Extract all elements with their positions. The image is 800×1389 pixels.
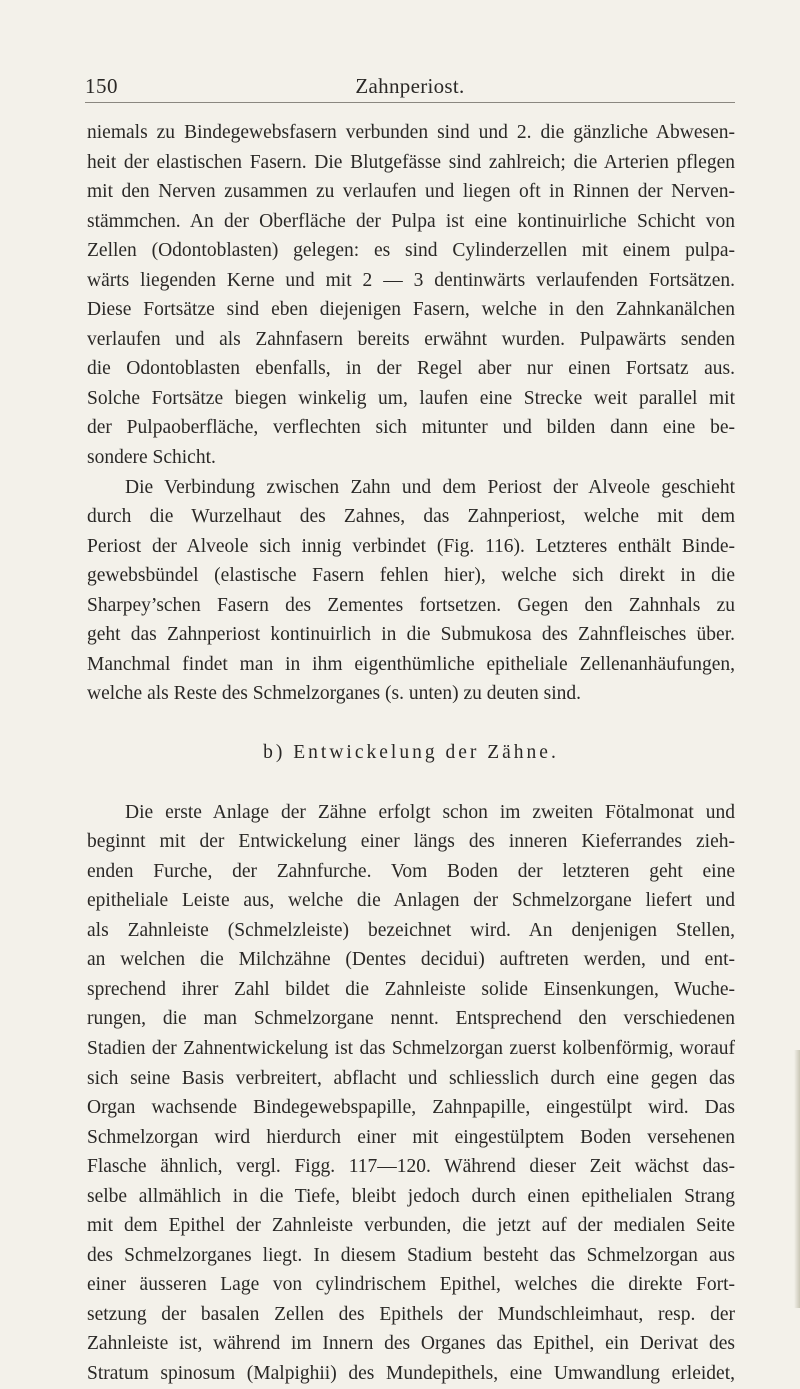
text-line: der Pulpaoberfläche, verflechten sich mitunter und bilden dann eine be- [87,417,735,439]
text-line: Stadien der Zahnentwickelung ist das Schmelzorgan zuerst kolbenförmig, worauf [87,1037,735,1059]
text-line: Zellen (Odontoblasten) gelegen: es sind Cylinderzellen mit einem pulpa- [87,240,735,262]
text-line: wärts liegenden Kerne und mit 2 — 3 dentinwärts verlaufenden Fortsätzen. [87,269,735,291]
text-line: Schmelzorgan wird hierdurch einer mit eingestülptem Boden versehenen [87,1126,735,1148]
text-line: epitheliale Leiste aus, welche die Anlagen der Schmelzorgane liefert und [87,890,735,912]
text-line: Flasche ähnlich, vergl. Figg. 117—120. Während dieser Zeit wächst das- [87,1156,735,1178]
text-line: beginnt mit der Entwickelung einer längs des inneren Kieferrandes zieh- [87,831,735,853]
text-line: enden Furche, der Zahnfurche. Vom Boden der letzteren geht eine [87,860,735,882]
text-line: Die Verbindung zwischen Zahn und dem Periost der Alveole geschieht [125,476,735,498]
text-line: Sharpey’schen Fasern des Zementes fortsetzen. Gegen den Zahnhals zu [87,594,735,616]
text-line: niemals zu Bindegewebsfasern verbunden sind und 2. die gänzliche Abwesen- [87,122,735,143]
text-line: mit dem Epithel der Zahnleiste verbunden, die jetzt auf der medialen Seite [87,1215,735,1237]
text-line: welche als Reste des Schmelzorganes (s. unten) zu deuten sind. [87,683,582,705]
spacer [87,709,735,739]
text-line: Manchmal findet man in ihm eigenthümliche epitheliale Zellenanhäufungen, [87,653,735,675]
text-line: rungen, die man Schmelzorgane nennt. Entsprechend den verschiedenen [87,1008,735,1030]
text-line: Periost der Alveole sich innig verbindet (Fig. 116). Letzteres enthält Binde- [87,535,735,557]
spacer [87,768,735,798]
text-line: verlaufen und als Zahnfasern bereits erwähnt wurden. Pulpawärts senden [87,328,735,350]
text-line: an welchen die Milchzähne (Dentes decidui) auftreten werden, und ent- [87,949,735,971]
text-line: des Schmelzorganes liegt. In diesem Stadium besteht das Schmelzorgan aus [87,1244,735,1266]
text-line: heit der elastischen Fasern. Die Blutgefässe sind zahlreich; die Arterien pflegen [87,151,735,173]
section-heading: b) Entwickelung der Zähne. [263,742,559,764]
text-line: die Odontoblasten ebenfalls, in der Regel aber nur einen Fortsatz aus. [87,358,735,380]
body-text [87,118,735,1389]
text-line: sich seine Basis verbreitert, abflacht und schliesslich durch eine gegen das [87,1067,735,1089]
text-line: Solche Fortsätze biegen winkelig um, laufen eine Strecke weit parallel mit [87,387,735,409]
text-line: selbe allmählich in die Tiefe, bleibt jedoch durch einen epithelialen Strang [87,1185,735,1207]
text-line: durch die Wurzelhaut des Zahnes, das Zahnperiost, welche mit dem [87,506,735,528]
text-line: gewebsbündel (elastische Fasern fehlen hier), welche sich direkt in die [87,565,735,587]
text-line: als Zahnleiste (Schmelzleiste) bezeichnet wird. An denjenigen Stellen, [87,919,735,941]
page-header [85,70,735,103]
text-line: sprechend ihrer Zahl bildet die Zahnleiste solide Einsenkungen, Wuche- [87,978,735,1000]
text-line: setzung der basalen Zellen des Epithels der Mundschleimhaut, resp. der [87,1303,735,1325]
text-line: Die erste Anlage der Zähne erfolgt schon im zweiten Fötalmonat und [125,801,735,823]
text-line: geht das Zahnperiost kontinuirlich in die Submukosa des Zahnfleisches über. [87,624,735,646]
text-line: Diese Fortsätze sind eben diejenigen Fasern, welche in den Zahnkanälchen [87,299,735,321]
text-line: Organ wachsende Bindegewebspapille, Zahnpapille, eingestülpt wird. Das [87,1097,735,1119]
text-line: Zahnleiste ist, während im Innern des Organes das Epithel, ein Derivat des [87,1333,735,1355]
page-edge-shading [794,1050,800,1308]
page-number: 150 [85,74,118,98]
running-title: Zahnperiost. [355,74,465,98]
text-line: stämmchen. An der Oberfläche der Pulpa ist eine kontinuirliche Schicht von [87,210,735,232]
text-line: sondere Schicht. [87,447,216,469]
text-line: einer äusseren Lage von cylindrischem Epithel, welches die direkte Fort- [87,1274,735,1296]
text-line: mit den Nerven zusammen zu verlaufen und liegen oft in Rinnen der Nerven- [87,181,735,203]
text-line: Stratum spinosum (Malpighii) des Mundepithels, eine Umwandlung erleidet, [87,1362,735,1384]
